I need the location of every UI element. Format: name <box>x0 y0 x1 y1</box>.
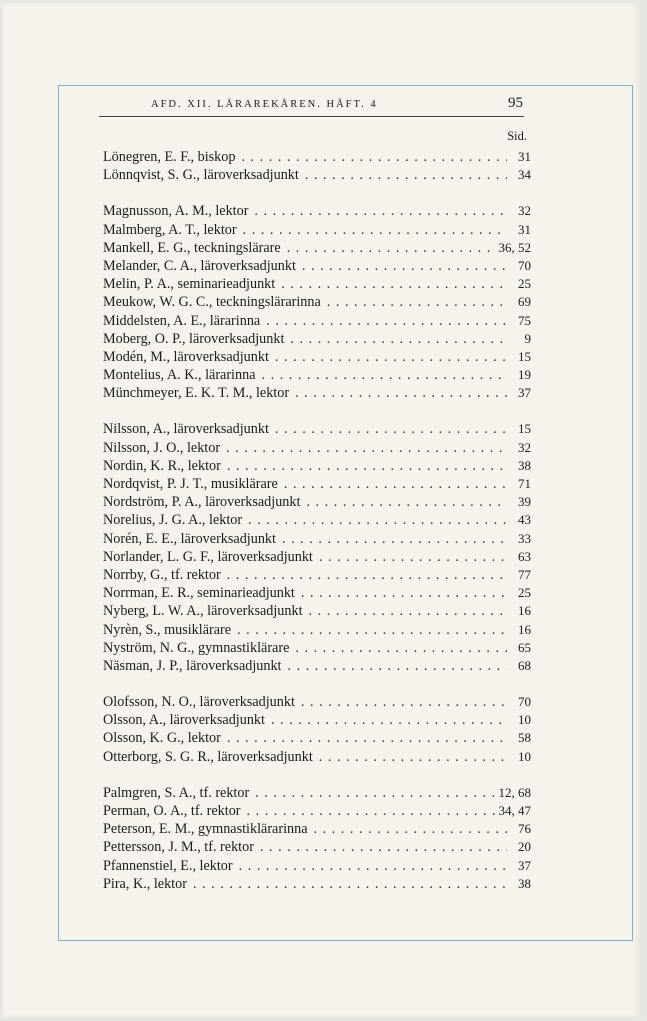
entry-page: 33 <box>518 530 531 546</box>
entry-name: Nordqvist, P. J. T., musiklärare <box>103 476 278 492</box>
entry-page: 32 <box>518 203 531 219</box>
index-entry <box>103 657 531 675</box>
page-column-label: Sid. <box>507 129 527 143</box>
entry-name: Olofsson, N. O., läroverksadjunkt <box>103 694 295 711</box>
entry-name: Nilsson, J. O., lektor <box>103 439 221 456</box>
entry-name: Montelius, A. K., lärarinna <box>103 367 256 384</box>
leader-dots <box>221 457 507 475</box>
index-entry <box>103 729 531 747</box>
page-number: 95 <box>508 95 523 111</box>
index-entry <box>103 748 531 766</box>
leader-dots <box>265 711 507 729</box>
entry-page: 75 <box>518 312 531 328</box>
index-entry <box>103 348 531 366</box>
entry-page: 32 <box>518 439 531 455</box>
entry-name: Nyström, N. G., gymnastiklärare <box>103 639 290 656</box>
entry-page: 19 <box>518 367 531 383</box>
entry-name: Nordin, K. R., lektor <box>103 457 221 474</box>
index-entry <box>103 148 531 166</box>
index-entry <box>103 711 531 729</box>
leader-dots <box>295 693 507 711</box>
index-entry <box>103 857 531 875</box>
leader-dots <box>241 802 495 820</box>
entry-name: Lönnqvist, S. G., läroverksadjunkt <box>103 167 299 184</box>
entry-page: 71 <box>518 476 531 491</box>
index-entry <box>103 639 531 657</box>
entry-name: Lönegren, E. F., biskop <box>103 149 236 165</box>
leader-dots <box>221 566 507 584</box>
leader-dots <box>269 348 507 366</box>
index-entry <box>103 566 531 584</box>
entry-page: 39 <box>518 494 531 510</box>
leader-dots <box>256 366 508 384</box>
entry-page: 43 <box>518 512 531 528</box>
entry-name: Pettersson, J. M., tf. rektor <box>103 839 254 856</box>
index-entry <box>103 275 531 293</box>
entry-page: 77 <box>518 566 531 582</box>
entry-name: Olsson, A., läroverksadjunkt <box>103 712 265 729</box>
entry-name: Otterborg, S. G. R., läroverksadjunkt <box>103 748 313 765</box>
leader-dots <box>281 239 495 257</box>
entry-name: Nilsson, A., läroverksadjunkt <box>103 421 269 438</box>
entry-page: 31 <box>518 149 531 164</box>
leader-dots <box>282 657 508 675</box>
leader-dots <box>187 875 507 893</box>
index-entry <box>103 293 531 311</box>
entry-page: 34, 47 <box>498 803 531 818</box>
index-entry <box>103 420 531 438</box>
index-entry <box>103 475 531 493</box>
entry-name: Näsman, J. P., läroverksadjunkt <box>103 657 282 674</box>
entry-page: 25 <box>518 276 531 292</box>
entry-name: Nyberg, L. W. A., läroverksadjunkt <box>103 603 303 620</box>
index-group-l <box>103 148 531 184</box>
index-entry <box>103 366 531 384</box>
entry-name: Münchmeyer, E. K. T. M., lektor <box>103 385 290 402</box>
index-entry <box>103 312 531 330</box>
entry-name: Norrby, G., tf. rektor <box>103 566 221 583</box>
entry-name: Magnusson, A. M., lektor <box>103 203 249 220</box>
leader-dots <box>313 548 507 566</box>
leader-dots <box>221 729 507 747</box>
leader-dots <box>249 784 494 802</box>
entry-name: Norlander, L. G. F., läroverksadjunkt <box>103 548 313 565</box>
entry-name: Melin, P. A., seminarieadjunkt <box>103 276 276 293</box>
leader-dots <box>235 148 507 166</box>
leader-dots <box>299 166 507 184</box>
index-group-m <box>103 202 531 402</box>
index-entry <box>103 838 531 856</box>
entry-page: 76 <box>518 821 531 837</box>
index-entry <box>103 493 531 511</box>
index-entry <box>103 693 531 711</box>
entry-name: Nordström, P. A., läroverksadjunkt <box>103 494 301 511</box>
leader-dots <box>300 493 507 511</box>
leader-dots <box>278 475 507 493</box>
entry-name: Mankell, E. G., teckningslärare <box>103 239 281 256</box>
index-list <box>103 148 531 911</box>
index-entry <box>103 457 531 475</box>
entry-page: 63 <box>518 548 531 564</box>
index-entry <box>103 602 531 620</box>
index-entry <box>103 802 531 820</box>
index-entry <box>103 384 531 402</box>
entry-page: 36, 52 <box>498 239 531 255</box>
index-entry <box>103 548 531 566</box>
book-page <box>3 3 641 1017</box>
entry-page: 65 <box>518 639 531 655</box>
leader-dots <box>254 838 507 856</box>
leader-dots <box>248 202 507 220</box>
entry-page: 16 <box>518 603 531 619</box>
entry-name: Meukow, W. G. C., teckningslärarinna <box>103 294 321 311</box>
entry-page: 16 <box>518 621 531 637</box>
index-entry <box>103 239 531 257</box>
entry-name: Moberg, O. P., läroverksadjunkt <box>103 330 285 347</box>
page-header <box>151 95 523 115</box>
index-entry <box>103 330 531 348</box>
entry-page: 38 <box>518 875 531 891</box>
entry-page: 70 <box>518 694 531 710</box>
index-entry <box>103 530 531 548</box>
entry-page: 58 <box>518 730 531 746</box>
index-entry <box>103 439 531 457</box>
index-group-n <box>103 420 531 675</box>
entry-name: Palmgren, S. A., tf. rektor <box>103 784 250 801</box>
entry-page: 70 <box>518 257 531 273</box>
running-head: AFD. XII. LÄRAREKÅREN. HÄFT. 4 <box>151 99 378 110</box>
entry-name: Malmberg, A. T., lektor <box>103 221 237 238</box>
index-entry <box>103 202 531 220</box>
entry-name: Norelius, J. G. A., lektor <box>103 512 243 529</box>
entry-name: Melander, C. A., läroverksadjunkt <box>103 257 296 274</box>
leader-dots <box>289 639 507 657</box>
entry-page: 31 <box>518 221 531 237</box>
entry-page: 37 <box>518 385 531 401</box>
entry-name: Middelsten, A. E., lärarinna <box>103 312 261 329</box>
entry-name: Pira, K., lektor <box>103 875 187 892</box>
leader-dots <box>220 439 507 457</box>
leader-dots <box>237 221 507 239</box>
index-group-o <box>103 693 531 766</box>
entry-name: Pfannenstiel, E., lektor <box>103 857 233 874</box>
leader-dots <box>303 602 507 620</box>
entry-name: Norén, E. E., läroverksadjunkt <box>103 530 276 547</box>
index-entry <box>103 875 531 893</box>
entry-page: 34 <box>518 167 531 183</box>
entry-page: 25 <box>518 585 531 601</box>
entry-name: Peterson, E. M., gymnastiklärarinna <box>103 821 308 838</box>
entry-name: Perman, O. A., tf. rektor <box>103 803 241 819</box>
leader-dots <box>233 857 507 875</box>
leader-dots <box>313 748 507 766</box>
entry-page: 15 <box>518 421 531 437</box>
leader-dots <box>276 530 507 548</box>
index-entry <box>103 221 531 239</box>
index-entry <box>103 511 531 529</box>
leader-dots <box>242 511 507 529</box>
entry-page: 69 <box>518 294 531 310</box>
entry-page: 68 <box>518 657 531 673</box>
entry-page: 37 <box>518 857 531 873</box>
index-entry <box>103 784 531 802</box>
leader-dots <box>231 621 507 639</box>
entry-name: Olsson, K. G., lektor <box>103 730 221 747</box>
entry-page: 15 <box>518 348 531 364</box>
index-entry <box>103 621 531 639</box>
header-rule <box>99 116 524 117</box>
leader-dots <box>296 257 507 275</box>
leader-dots <box>308 820 508 838</box>
leader-dots <box>275 275 507 293</box>
entry-page: 10 <box>518 748 531 764</box>
index-entry <box>103 820 531 838</box>
entry-page: 12, 68 <box>498 784 531 800</box>
leader-dots <box>321 293 507 311</box>
leader-dots <box>289 384 507 402</box>
leader-dots <box>295 584 507 602</box>
entry-page: 9 <box>524 330 531 346</box>
index-group-p <box>103 784 531 893</box>
index-entry <box>103 257 531 275</box>
entry-page: 38 <box>518 457 531 473</box>
entry-page: 10 <box>518 712 531 728</box>
index-entry <box>103 166 531 184</box>
index-entry <box>103 584 531 602</box>
entry-name: Modén, M., läroverksadjunkt <box>103 348 269 365</box>
leader-dots <box>260 312 507 330</box>
entry-page: 20 <box>518 839 531 855</box>
entry-name: Nyrèn, S., musiklärare <box>103 621 232 638</box>
leader-dots <box>284 330 507 348</box>
entry-name: Norrman, E. R., seminarieadjunkt <box>103 585 295 602</box>
leader-dots <box>269 420 507 438</box>
